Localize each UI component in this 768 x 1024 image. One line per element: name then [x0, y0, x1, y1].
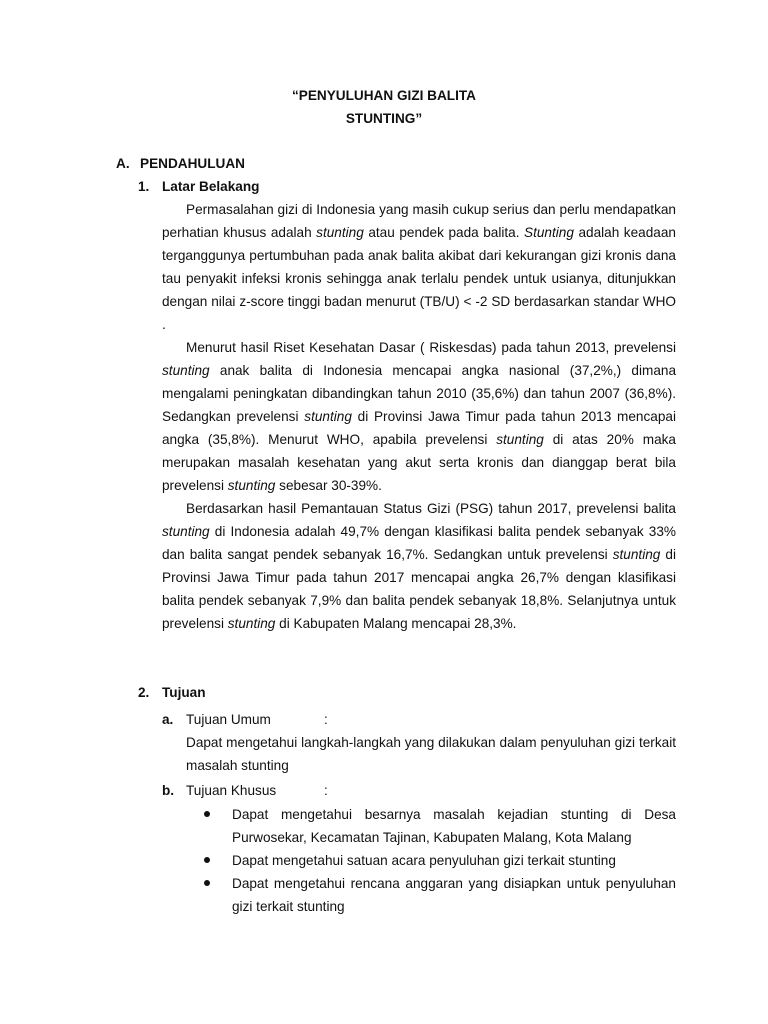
document-title [0, 84, 768, 130]
section-number: A. [116, 156, 130, 171]
bullet-icon [204, 857, 210, 863]
p2-italic-d: stunting [304, 409, 352, 424]
list-letter: b. [162, 783, 175, 798]
label-colon: : [324, 712, 328, 727]
tujuan-khusus-list [204, 803, 676, 918]
list-item [204, 872, 676, 918]
p2-italic-f: stunting [496, 432, 544, 447]
p3-italic-b: stunting [162, 524, 210, 539]
p2-text-g: di atas 20% maka merupakan masalah kesehatan yang akut serta kronis dan dianggap berat bila prevelensi [162, 432, 676, 493]
list-item-text: Dapat mengetahui satuan acara penyuluhan gizi terkait stunting [232, 853, 616, 868]
tujuan-khusus-label: Tujuan Khusus [186, 783, 277, 798]
subheading-label: Latar Belakang [162, 179, 260, 194]
list-item-text: Dapat mengetahui besarnya masalah kejadian stunting di Desa Purwosekar, Kecamatan Tajinan, Kabupaten Malang, Kota Malang [232, 807, 676, 845]
p3-italic-d: stunting [612, 547, 661, 562]
title-line-1: “PENYULUHAN GIZI BALITA [291, 88, 476, 103]
tujuan-umum-heading [162, 708, 328, 731]
subheading-label: Tujuan [162, 685, 206, 700]
tujuan-umum-label: Tujuan Umum [186, 712, 271, 727]
subheading-number: 2. [138, 685, 150, 700]
section-heading-pendahuluan [116, 152, 245, 175]
p3-text-e: di Provinsi Jawa Timur pada tahun 2017 mencapai angka 26,7% dengan klasifikasi balita pendek sebanyak 7,9% dan balita pendek sebanyak 18,8%. Selanjutnya untuk prevelensi [162, 547, 676, 631]
p3-italic-f: stunting [227, 616, 276, 631]
p3-text-c: di Indonesia adalah 49,7% dengan klasifikasi balita pendek sebanyak 33% dan balita sangat pendek sebanyak 16,7%. Sedangkan untuk prevelensi [162, 524, 676, 562]
p3-text-a: Berdasarkan hasil Pemantauan Status Gizi (PSG) tahun 2017, prevelensi balita [186, 501, 676, 516]
section-label: PENDAHULUAN [140, 156, 245, 171]
p1-italic-b: stunting [316, 225, 364, 240]
list-letter: a. [162, 712, 174, 727]
p2-text-e: di Provinsi Jawa Timur pada tahun 2013 mencapai angka (35,8%). Menurut WHO, apabila prevelensi [162, 409, 676, 447]
label-colon: : [324, 783, 328, 798]
bullet-icon [204, 811, 210, 817]
paragraph-3 [162, 497, 676, 635]
tujuan-khusus-heading [162, 779, 328, 802]
list-item-text: Dapat mengetahui rencana anggaran yang disiapkan untuk penyuluhan gizi terkait stunting [232, 876, 676, 914]
subheading-latar-belakang [138, 175, 259, 198]
p2-text-i: sebesar 30-39%. [275, 478, 382, 493]
paragraph-1 [162, 198, 676, 336]
title-line-2: STUNTING” [345, 111, 423, 126]
list-item [204, 803, 676, 849]
p2-italic-b: stunting [162, 363, 210, 378]
p2-text-a: Menurut hasil Riset Kesehatan Dasar ( Riskesdas) pada tahun 2013, prevelensi [186, 340, 676, 355]
subheading-tujuan [138, 681, 206, 704]
p1-text-e: adalah keadaan terganggunya pertumbuhan pada anak balita akibat dari kekurangan gizi kronis dana tau penyakit infeksi kronis sehingga anak terlalu pendek untuk usianya, ditunjukkan dengan nilai z-score tinggi badan menurut (TB/U) < -2 SD berdasarkan standar WHO . [162, 225, 676, 332]
p1-text-a: Permasalahan gizi di Indonesia yang masih cukup serius dan perlu mendapatkan perhatian khusus adalah [162, 202, 676, 240]
p1-italic-d: Stunting [524, 225, 574, 240]
list-item [204, 849, 676, 872]
p3-text-g: di Kabupaten Malang mencapai 28,3%. [275, 616, 517, 631]
p2-text-c: anak balita di Indonesia mencapai angka nasional (37,2%,) dimana mengalami peningkatan dibandingkan tahun 2010 (35,6%) dan tahun 2007 (36,8%). Sedangkan prevelensi [162, 363, 676, 424]
paragraph-2 [162, 336, 676, 497]
p1-text-c: atau pendek pada balita. [363, 225, 525, 240]
subheading-number: 1. [138, 179, 150, 194]
p2-italic-h: stunting [227, 478, 276, 493]
bullet-icon [204, 880, 210, 886]
tujuan-umum-text: Dapat mengetahui langkah-langkah yang dilakukan dalam penyuluhan gizi terkait masalah stunting [186, 735, 676, 773]
